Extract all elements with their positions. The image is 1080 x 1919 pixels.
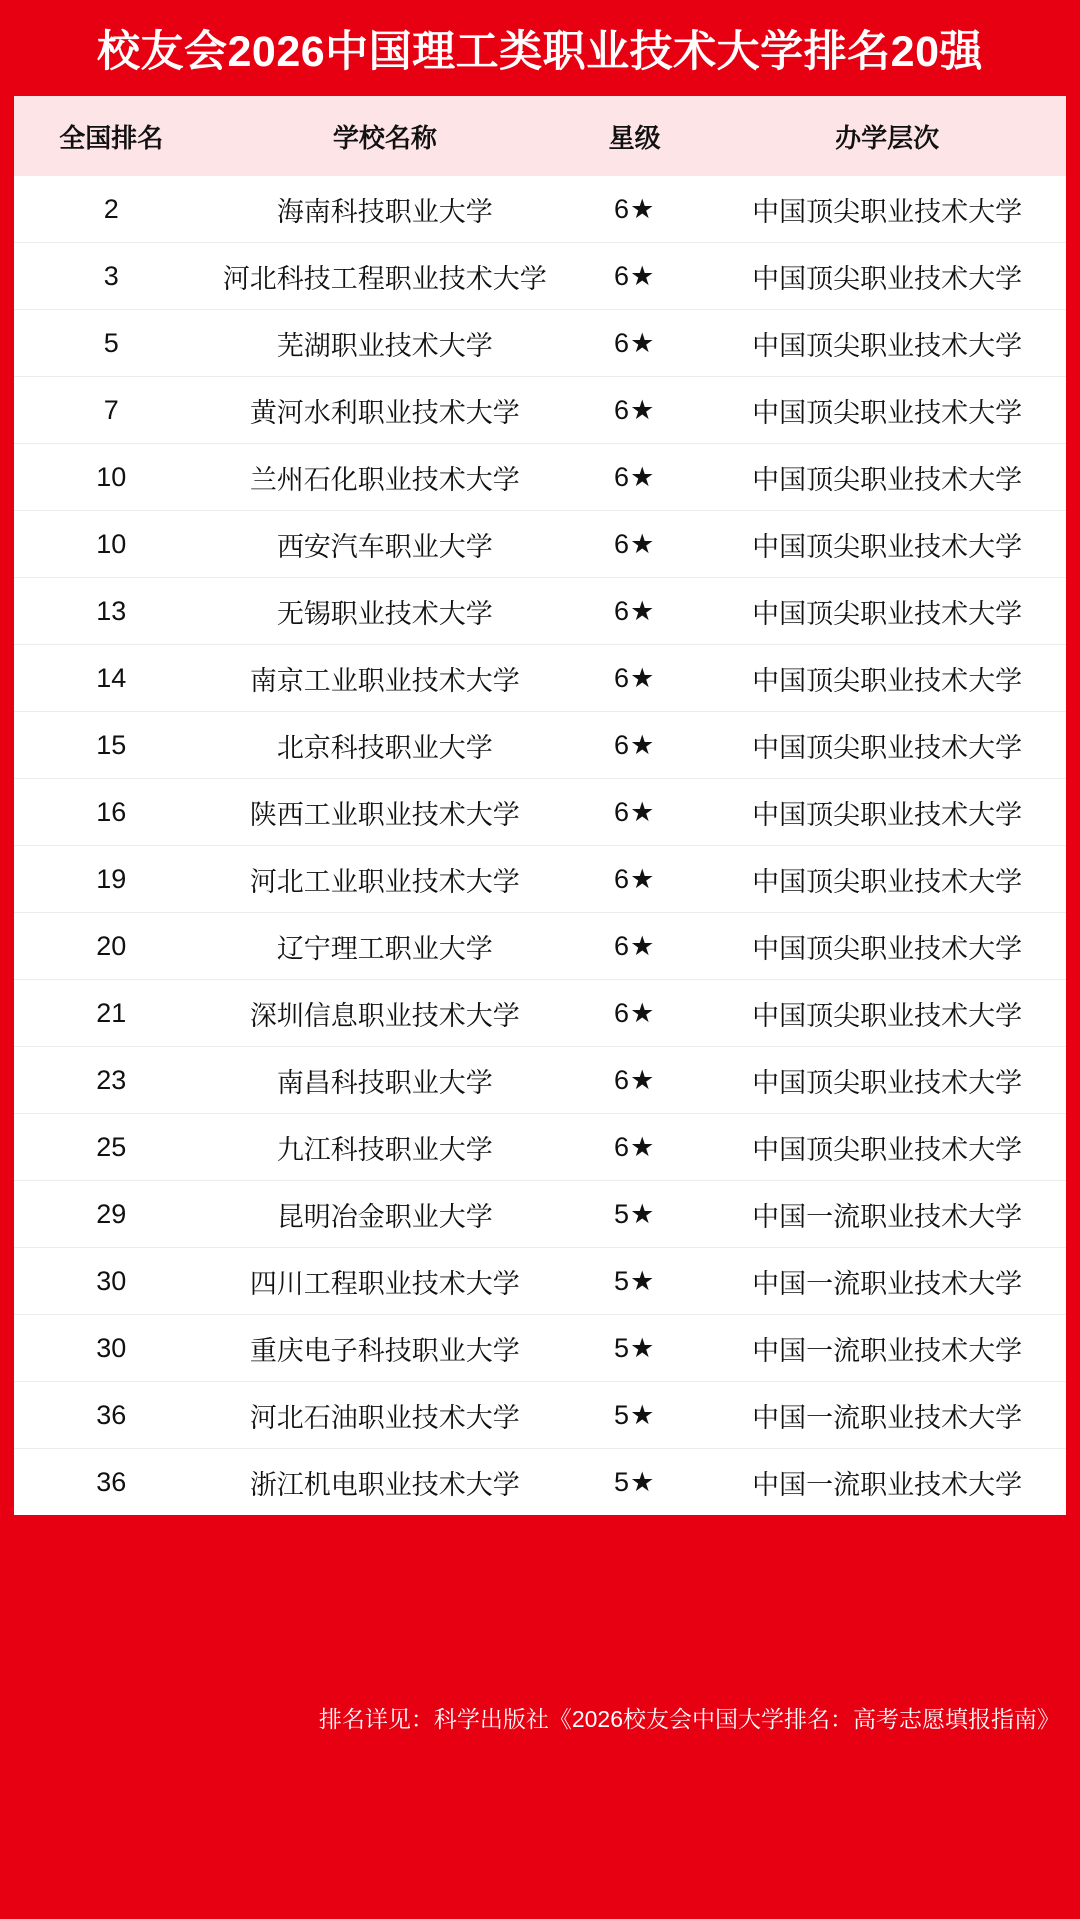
cell-level: 中国顶尖职业技术大学	[708, 578, 1066, 645]
cell-rank: 7	[14, 377, 209, 444]
cell-level: 中国顶尖职业技术大学	[708, 645, 1066, 712]
cell-school-name: 浙江机电职业技术大学	[249, 1469, 520, 1500]
cell-star: 6★	[561, 578, 708, 645]
cell-star: 6★	[561, 846, 708, 913]
cell-level: 中国顶尖职业技术大学	[708, 377, 1066, 444]
cell-rank: 14	[14, 645, 209, 712]
cell-level: 中国一流职业技术大学	[708, 1382, 1066, 1449]
cell-level: 中国顶尖职业技术大学	[708, 176, 1066, 243]
cell-rank: 5	[14, 310, 209, 377]
cell-rank: 20	[14, 913, 209, 980]
table-row	[14, 310, 1066, 377]
cell-star: 5★	[561, 1248, 708, 1315]
table-body	[14, 176, 1066, 1515]
cell-rank: 16	[14, 779, 209, 846]
cell-school-name: 无锡职业技术大学	[209, 578, 561, 645]
cell-rank: 13	[14, 578, 209, 645]
poster-header	[14, 0, 1066, 96]
ranking-table-container	[14, 96, 1066, 1515]
cell-level: 中国顶尖职业技术大学	[708, 913, 1066, 980]
table-row	[14, 176, 1066, 243]
cell-rank: 3	[14, 243, 209, 310]
cell-school-name: 深圳信息职业技术大学	[209, 980, 561, 1047]
table-row	[14, 377, 1066, 444]
cell-star: 6★	[561, 779, 708, 846]
cell-rank: 21	[14, 980, 209, 1047]
cell-school-name: 北京科技职业大学	[209, 712, 561, 779]
table-row	[14, 1449, 1066, 1516]
cell-school-name: 南京工业职业技术大学	[209, 645, 561, 712]
table-row	[14, 645, 1066, 712]
cell-star: 6★	[561, 913, 708, 980]
table-row	[14, 913, 1066, 980]
cell-rank: 2	[14, 176, 209, 243]
cell-level: 中国顶尖职业技术大学	[708, 980, 1066, 1047]
cell-school-name: 河北科技工程职业技术大学	[209, 243, 561, 310]
cell-level: 中国顶尖职业技术大学	[708, 779, 1066, 846]
cell-star: 5★	[561, 1315, 708, 1382]
cell-star: 6★	[561, 645, 708, 712]
cell-rank: 19	[14, 846, 209, 913]
cell-rank: 29	[14, 1181, 209, 1248]
cell-rank: 30	[14, 1248, 209, 1315]
table-row	[14, 1382, 1066, 1449]
cell-star: 6★	[561, 980, 708, 1047]
cell-level: 中国顶尖职业技术大学	[708, 1047, 1066, 1114]
cell-level: 中国顶尖职业技术大学	[708, 1114, 1066, 1181]
cell-level: 中国顶尖职业技术大学	[708, 243, 1066, 310]
cell-star: 6★	[561, 712, 708, 779]
cell-school-name: 河北石油职业技术大学	[209, 1382, 561, 1449]
cell-school-name: 九江科技职业大学	[209, 1114, 561, 1181]
cell-school-name: 兰州石化职业技术大学	[209, 444, 561, 511]
table-header-row	[14, 96, 1066, 176]
cell-school-name: 陕西工业职业技术大学	[209, 779, 561, 846]
table-row	[14, 243, 1066, 310]
table-header	[14, 96, 1066, 176]
cell-rank: 30	[14, 1315, 209, 1382]
column-header-rank: 全国排名	[59, 122, 164, 153]
cell-star: 6★	[561, 377, 708, 444]
cell-star: 6★	[561, 1047, 708, 1114]
poster-footer	[14, 1515, 1066, 1919]
cell-level: 中国顶尖职业技术大学	[708, 444, 1066, 511]
cell-level: 中国一流职业技术大学	[708, 1315, 1066, 1382]
cell-rank: 25	[14, 1114, 209, 1181]
table-row	[14, 1181, 1066, 1248]
cell-school-name: 南昌科技职业大学	[209, 1047, 561, 1114]
cell-school-name: 河北工业职业技术大学	[209, 846, 561, 913]
table-row	[14, 846, 1066, 913]
cell-rank: 10	[14, 444, 209, 511]
cell-school-name: 重庆电子科技职业大学	[209, 1315, 561, 1382]
table-row	[14, 511, 1066, 578]
cell-star: 6★	[561, 310, 708, 377]
table-row	[14, 1114, 1066, 1181]
cell-rank: 36	[96, 1466, 127, 1497]
cell-star: 6★	[561, 1114, 708, 1181]
cell-level: 中国顶尖职业技术大学	[708, 511, 1066, 578]
cell-rank: 10	[14, 511, 209, 578]
column-header-star: 星级	[608, 122, 661, 153]
ranking-table	[14, 96, 1066, 1515]
table-row	[14, 444, 1066, 511]
cell-level: 中国顶尖职业技术大学	[708, 310, 1066, 377]
cell-star: 5★	[561, 1382, 708, 1449]
cell-star: 5★	[561, 1181, 708, 1248]
cell-level: 中国顶尖职业技术大学	[708, 846, 1066, 913]
column-header-school-name: 学校名称	[332, 122, 437, 153]
table-row	[14, 980, 1066, 1047]
cell-school-name: 黄河水利职业技术大学	[209, 377, 561, 444]
cell-school-name: 四川工程职业技术大学	[209, 1248, 561, 1315]
cell-rank: 15	[14, 712, 209, 779]
column-header-level: 办学层次	[835, 122, 940, 153]
cell-school-name: 昆明冶金职业大学	[209, 1181, 561, 1248]
cell-star: 6★	[561, 243, 708, 310]
cell-rank: 36	[14, 1382, 209, 1449]
cell-level: 中国顶尖职业技术大学	[708, 712, 1066, 779]
cell-school-name: 海南科技职业大学	[209, 176, 561, 243]
cell-school-name: 西安汽车职业大学	[209, 511, 561, 578]
table-row	[14, 779, 1066, 846]
cell-school-name: 芜湖职业技术大学	[209, 310, 561, 377]
page-title: 校友会2026中国理工类职业技术大学排名20强	[97, 27, 983, 76]
table-row	[14, 578, 1066, 645]
cell-level: 中国一流职业技术大学	[752, 1469, 1023, 1500]
cell-rank: 23	[14, 1047, 209, 1114]
cell-level: 中国一流职业技术大学	[708, 1181, 1066, 1248]
footer-note: 排名详见：科学出版社《2026校友会中国大学排名：高考志愿填报指南》	[318, 1705, 1060, 1732]
cell-level: 中国一流职业技术大学	[708, 1248, 1066, 1315]
cell-star: 6★	[561, 444, 708, 511]
cell-star: 6★	[561, 176, 708, 243]
table-row	[14, 1248, 1066, 1315]
cell-star: 6★	[561, 511, 708, 578]
table-row	[14, 712, 1066, 779]
table-row	[14, 1047, 1066, 1114]
table-row	[14, 1315, 1066, 1382]
cell-school-name: 辽宁理工职业大学	[209, 913, 561, 980]
cell-star: 5★	[614, 1466, 656, 1497]
